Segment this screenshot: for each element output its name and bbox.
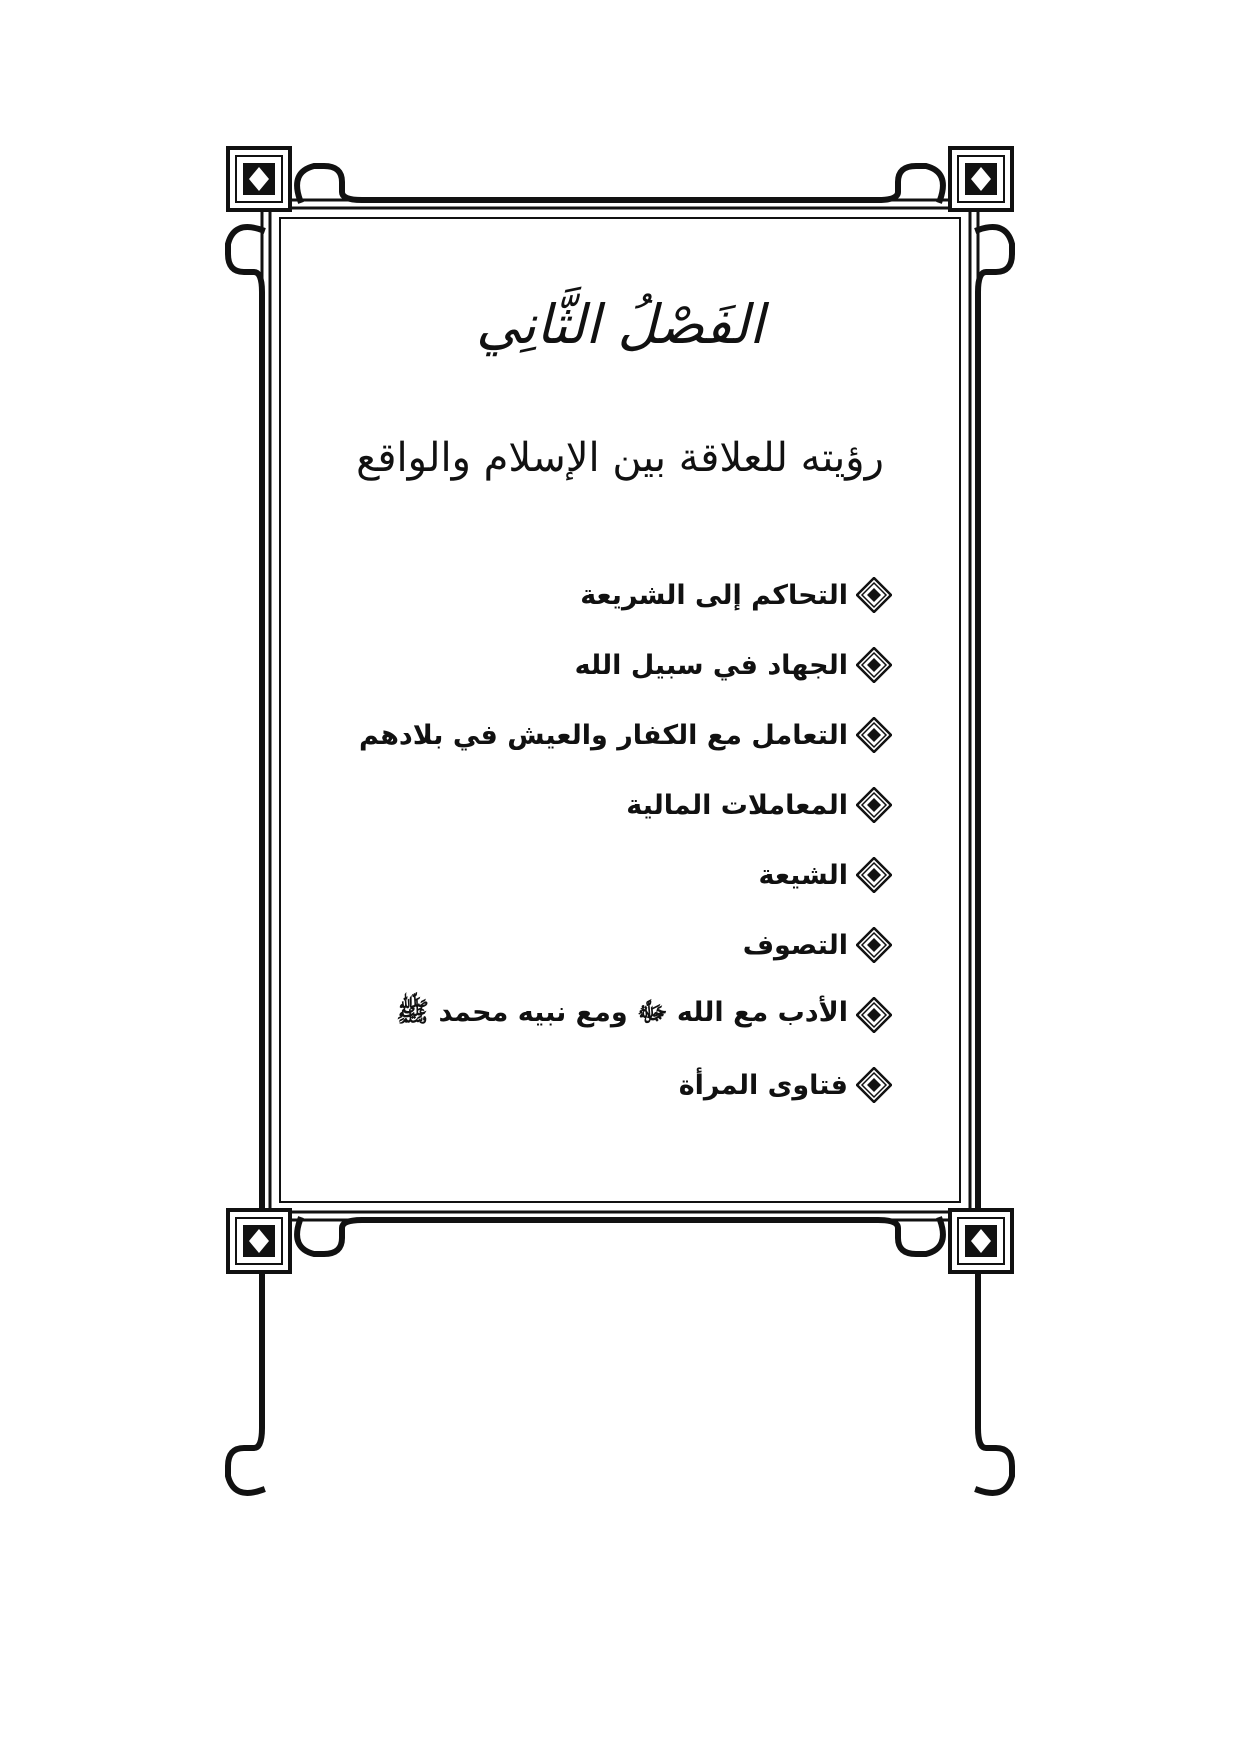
topic-label: الجهاد في سبيل الله [574, 649, 848, 681]
diamond-ornament-icon [856, 787, 892, 823]
topic-item [332, 1050, 892, 1120]
square-ornament-icon [950, 1210, 1012, 1272]
topic-label: الشيعة [758, 859, 848, 891]
diamond-ornament-icon [856, 717, 892, 753]
topic-label: التصوف [742, 929, 848, 961]
diamond-ornament-icon [856, 1067, 892, 1103]
chapter-title: الفَصْلُ الثَّانِي [476, 293, 764, 356]
diamond-ornament-icon [856, 577, 892, 613]
topic-item [332, 630, 892, 700]
topic-item [332, 840, 892, 910]
square-ornament-icon [228, 1210, 290, 1272]
diamond-ornament-icon [856, 997, 892, 1033]
topic-item [332, 700, 892, 770]
topic-list [332, 560, 892, 1120]
diamond-ornament-icon [856, 647, 892, 683]
diamond-ornament-icon [856, 927, 892, 963]
square-ornament-icon [228, 148, 290, 210]
topic-label: الأدب مع الله ﷻ ومع نبيه محمد ﷺ [396, 997, 848, 1028]
topic-label: التحاكم إلى الشريعة [580, 579, 848, 611]
topic-label: فتاوى المرأة [678, 1069, 848, 1101]
topic-item [332, 980, 892, 1050]
diamond-ornament-icon [856, 857, 892, 893]
chapter-subtitle: رؤيته للعلاقة بين الإسلام والواقع [356, 435, 884, 481]
topic-label: التعامل مع الكفار والعيش في بلادهم [359, 719, 848, 751]
topic-item [332, 770, 892, 840]
topic-item [332, 910, 892, 980]
square-ornament-icon [950, 148, 1012, 210]
topic-label: المعاملات المالية [626, 789, 848, 821]
topic-item [332, 560, 892, 630]
